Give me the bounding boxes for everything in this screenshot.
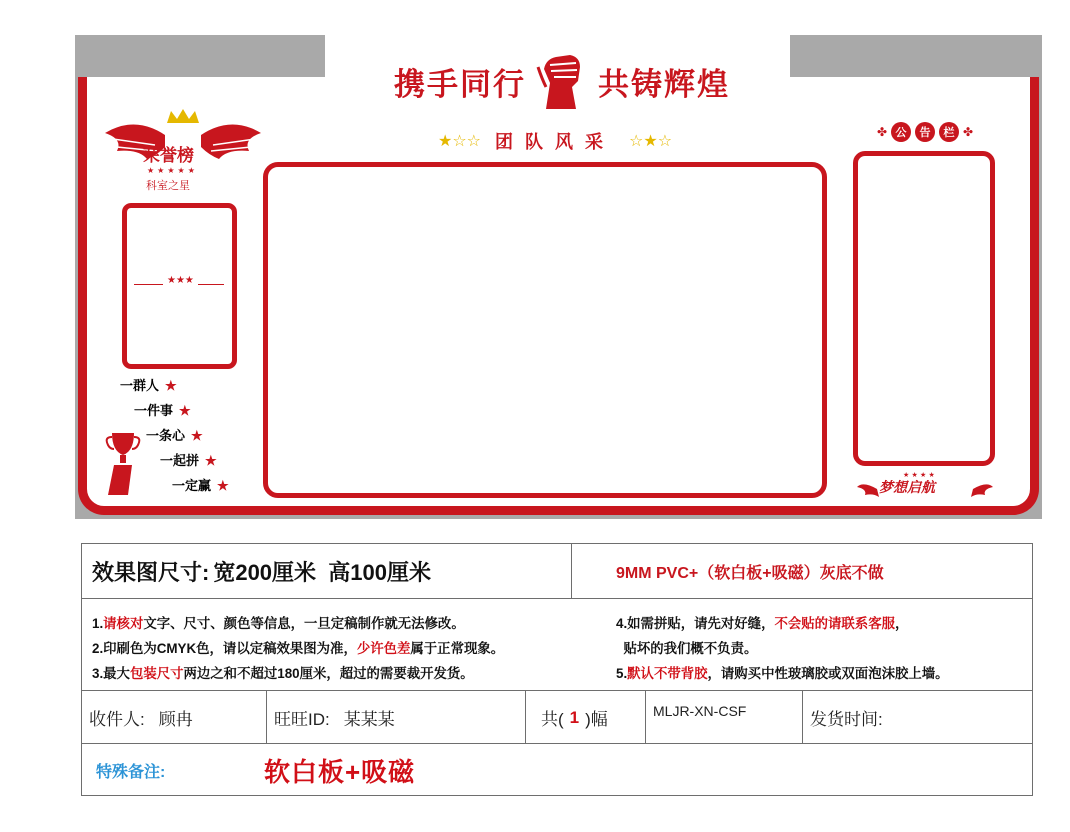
ship-time-cell: 发货时间: [810, 710, 883, 729]
size-label: 效果图尺寸: [92, 560, 210, 585]
wangwang-cell [267, 691, 526, 744]
notice-char: 公 [891, 122, 911, 142]
motto-item: 一件事 ★ [134, 403, 191, 418]
note-line: 贴坏的我们概不负责。 [616, 641, 758, 656]
motto-item: 一起拼 ★ [160, 453, 217, 468]
order-info-row [82, 691, 1032, 744]
recipient-cell [82, 691, 267, 744]
count-cell: 共( 1 )幅 [526, 691, 646, 744]
title-right: 共铸辉煌 [598, 66, 730, 103]
divider-stars: ★★★ [163, 275, 198, 286]
notes-block [82, 599, 1032, 691]
special-value: 软白板+吸磁 [264, 757, 416, 787]
fist-icon [536, 51, 588, 111]
motto-item: 一条心 ★ [146, 428, 203, 443]
team-title [420, 121, 690, 161]
wangwang-value: 某某某 [343, 710, 395, 729]
notice-char: 栏 [939, 122, 959, 142]
special-label: 特殊备注: [96, 764, 166, 781]
special-note-row [82, 744, 1032, 796]
note-line: 4.如需拼贴，请先对好缝，不会贴的请联系客服， [616, 616, 909, 631]
honor-stars: ★★★★★ [147, 166, 198, 175]
note-line: 2.印刷色为CMYK色，请以定稿效果图为准，少许色差属于正常现象。 [92, 641, 505, 656]
spec-size-row [82, 544, 1032, 599]
motto-item: 一定赢 ★ [172, 478, 229, 493]
notice-char: 告 [915, 122, 935, 142]
dream-text: 梦想启航 [879, 481, 935, 496]
motto-list [120, 375, 250, 505]
team-label: 团队风采 [495, 132, 615, 152]
count-value: 1 [569, 707, 580, 727]
svg-text:★ ★ ★ ★: ★ ★ ★ ★ [903, 471, 935, 479]
order-spec-table [81, 543, 1033, 796]
effect-preview [75, 35, 1042, 519]
recipient-label: 收件人: [89, 710, 145, 729]
product-code-cell: MLJR-XN-CSF [646, 691, 803, 744]
size-cell [82, 544, 572, 599]
honor-badge [95, 105, 265, 195]
photo-frame-left [122, 203, 237, 369]
dream-badge [855, 467, 995, 503]
star-cluster-icon: ☆★☆ [629, 131, 673, 150]
leaf-icon: ✤ [963, 125, 974, 139]
material-cell: 9MM PVC+（软白板+吸磁）灰底不做 [616, 565, 884, 582]
note-line: 1.请核对文字、尺寸、颜色等信息，一旦定稿制作就无法修改。 [92, 616, 465, 631]
note-line: 3.最大包装尺寸两边之和不超过180厘米，超过的需要裁开发货。 [92, 666, 474, 681]
notice-board-header [865, 117, 985, 147]
honor-title: 荣誉榜 [143, 146, 194, 165]
motto-item: 一群人 ★ [120, 378, 177, 393]
trophy-icon [104, 429, 144, 499]
star-cluster-icon: ★☆☆ [437, 131, 481, 150]
size-value: 宽200厘米 高100厘米 [213, 560, 431, 585]
recipient-value: 顾冉 [158, 710, 193, 729]
note-line: 5.默认不带背胶，请购买中性玻璃胶或双面泡沫胶上墙。 [616, 666, 949, 681]
wangwang-label: 旺旺ID: [274, 710, 330, 729]
photo-frame-main [263, 162, 827, 498]
title-left: 携手同行 [394, 66, 526, 103]
notice-frame [853, 151, 995, 466]
board-title [347, 57, 777, 105]
leaf-icon: ✤ [876, 125, 887, 139]
honor-subtitle: 科室之星 [146, 180, 190, 192]
